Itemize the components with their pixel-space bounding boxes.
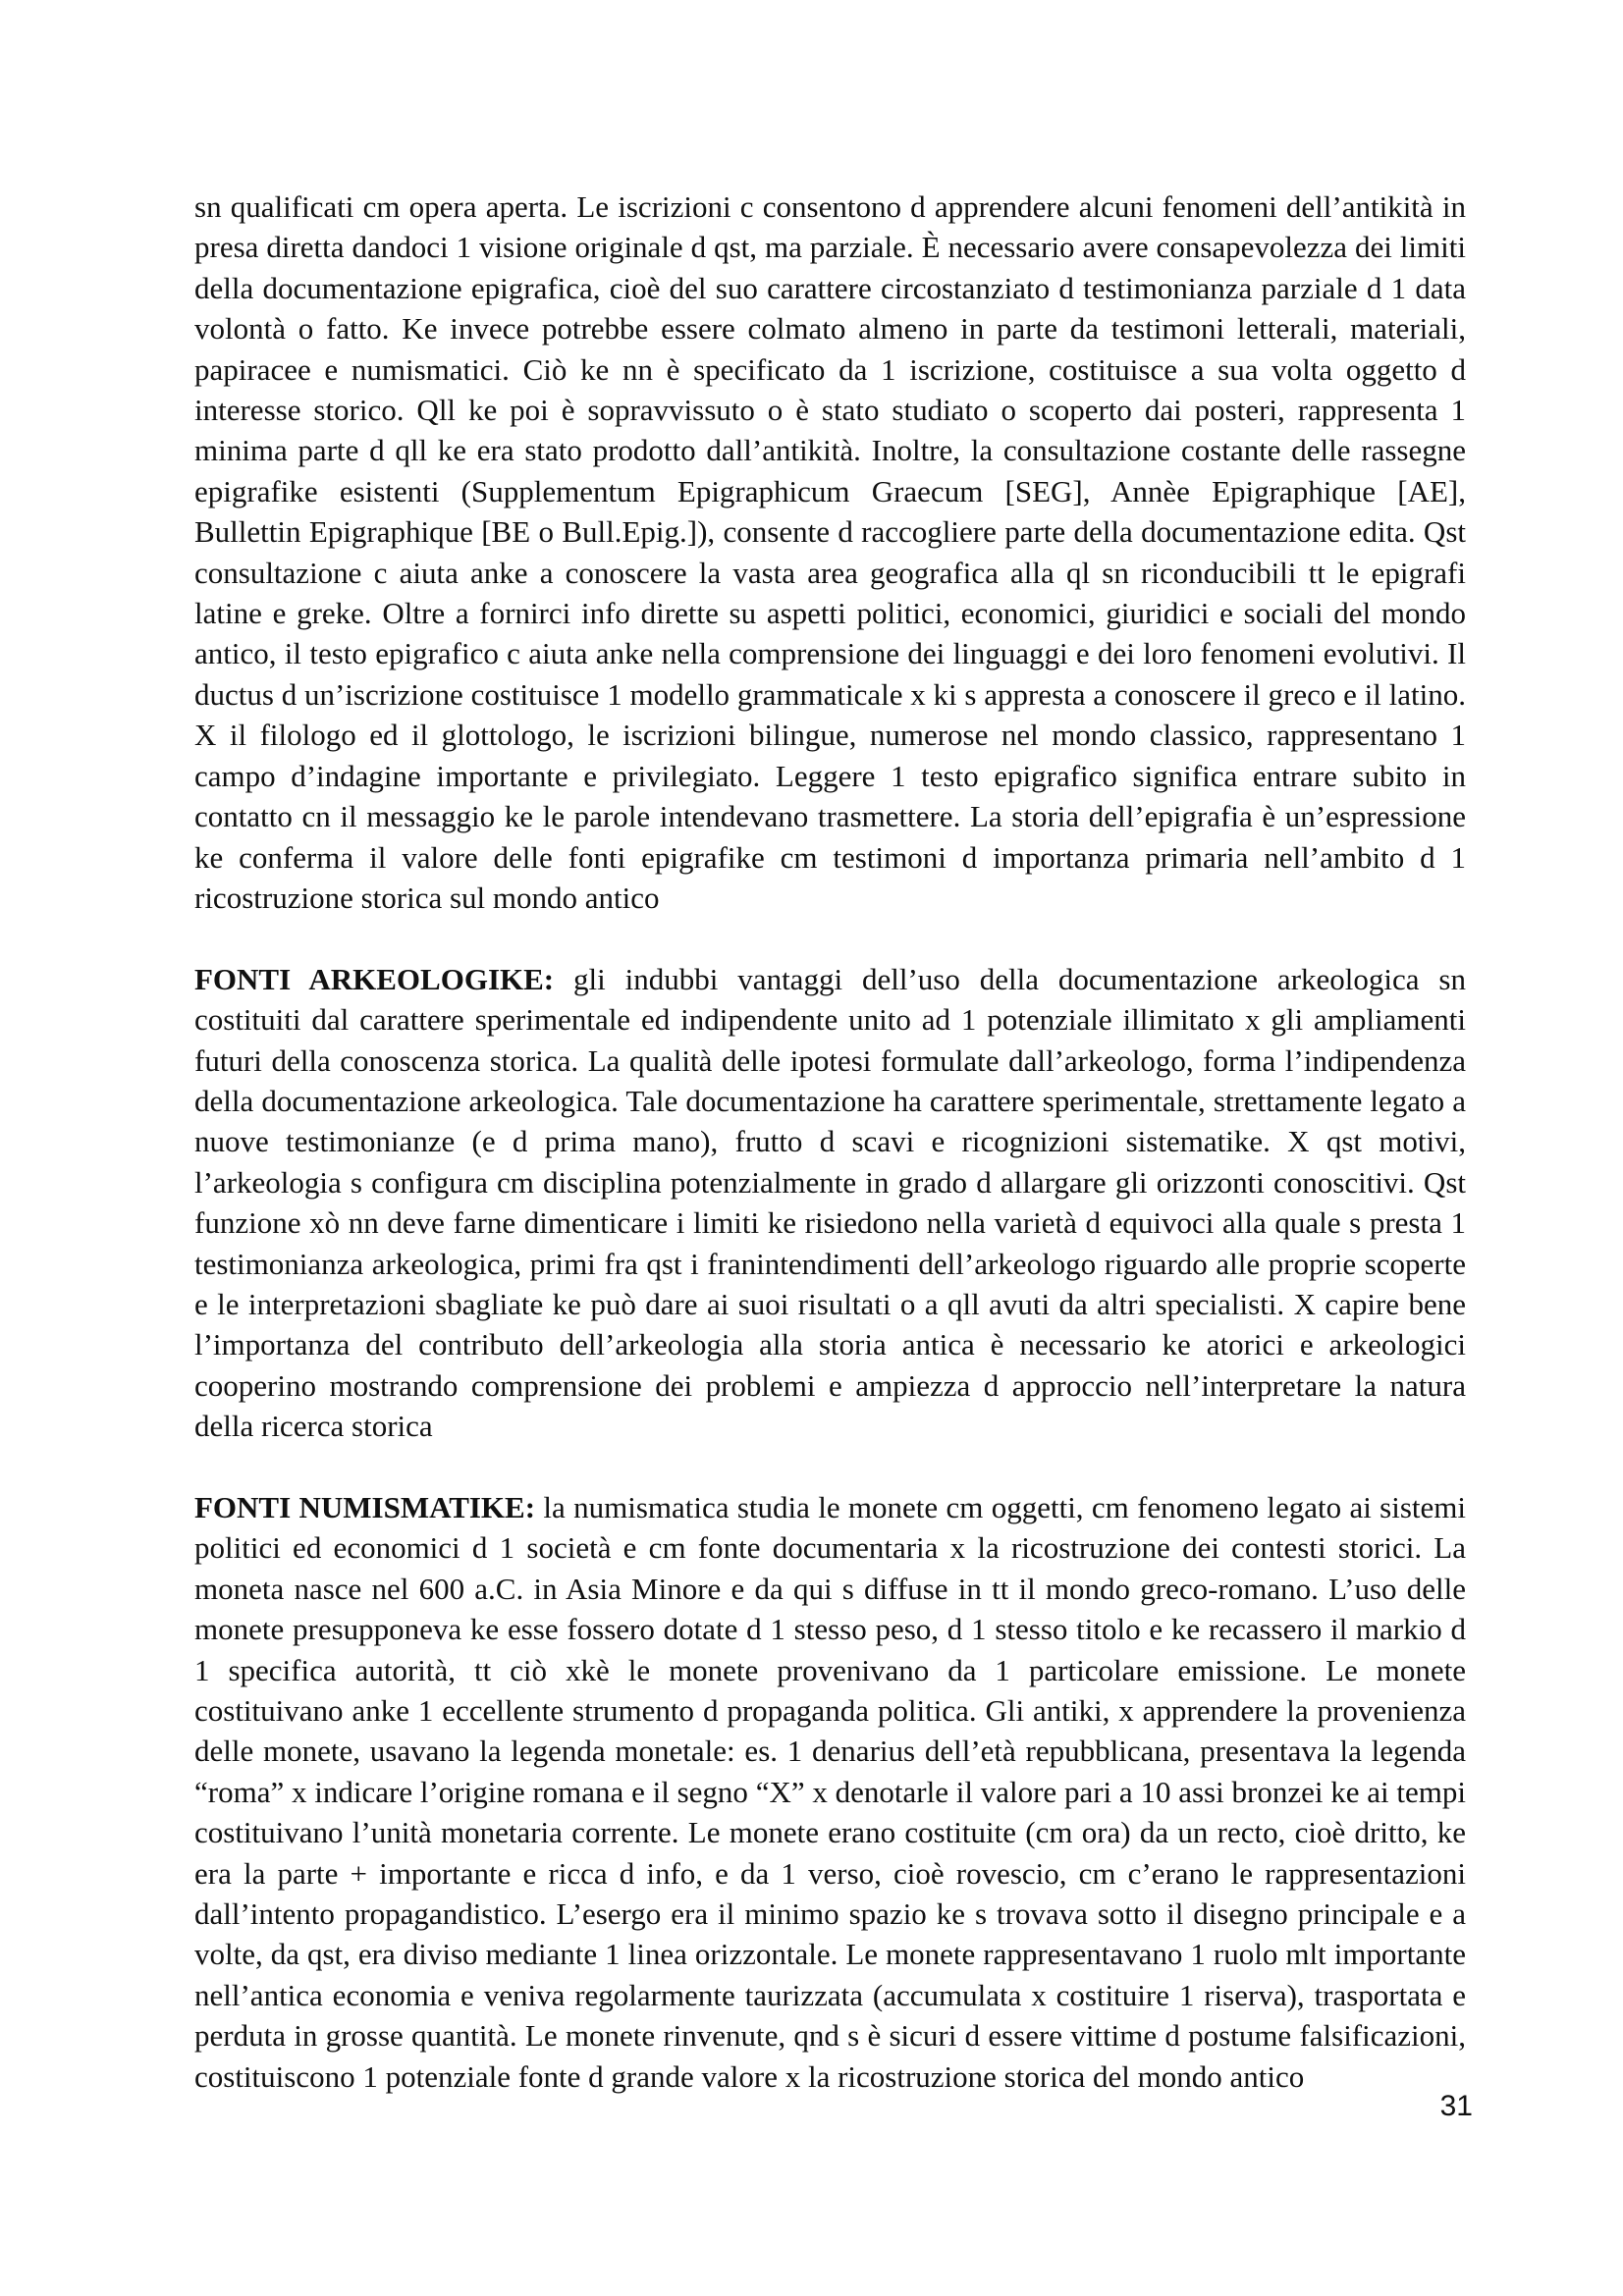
page-body [194,187,1466,2097]
section-heading-arkeologike: FONTI ARKEOLOGIKE: [194,961,555,996]
paragraph-archaeology [194,959,1466,1447]
paragraph-text: gli indubbi vantaggi dell’uso della documentazione arkeologica sn costituiti dal carattere sperimentale ed indipendente unito ad 1 potenziale illimitato x gli ampliamenti futuri della conoscenza storica. La qualità delle ipotesi formulate dall’arkeologo, forma l’indipendenza della documentazione arkeologica. Tale documentazione ha carattere sperimentale, strettamente legato a nuove testimonianze (e d prima mano), frutto d scavi e ricognizioni sistematike. X qst motivi, l’arkeologia s configura cm disciplina potenzialmente in grado d allargare gli orizzonti conoscitivi. Qst funzione xò nn deve farne dimenticare i limiti ke risiedono nella varietà d equivoci alla quale s presta 1 testimonianza arkeologica, primi fra qst i franintendimenti dell’arkeologo riguardo alle proprie scoperte e le interpretazioni sbagliate ke può dare ai suoi risultati o a qll avuti da altri specialisti. X capire bene l’importanza del contributo dell’arkeologia alla storia antica è necessario ke atorici e arkeologici cooperino mostrando comprensione dei problemi e ampiezza d approccio nell’interpretare la natura della ricerca storica [194,961,1466,1444]
page-number: 31 [1439,2090,1473,2122]
paragraph-numismatics [194,1487,1466,2097]
paragraph-text: la numismatica studia le monete cm oggetti, cm fenomeno legato ai sistemi politici ed economici d 1 società e cm fonte documentaria x la ricostruzione dei contesti storici. La moneta nasce nel 600 a.C. in Asia Minore e da qui s diffuse in tt il mondo greco-romano. L’uso delle monete presupponeva ke esse fossero dotate d 1 stesso peso, d 1 stesso titolo e ke recassero il markio d 1 specifica autorità, tt ciò xkè le monete provenivano da 1 particolare emissione. Le monete costituivano anke 1 eccellente strumento d propaganda politica. Gli antiki, x apprendere la provenienza delle monete, usavano la legenda monetale: es. 1 denarius dell’età repubblicana, presentava la legenda “roma” x indicare l’origine romana e il segno “X” x denotarle il valore pari a 10 assi bronzei ke ai tempi costituivano l’unità monetaria corrente. Le monete erano costituite (cm ora) da un recto, cioè dritto, ke era la parte + importante e ricca d info, e da 1 verso, cioè rovescio, cm c’erano le rappresentazioni dall’intento propagandistico. L’esergo era il minimo spazio ke s trovava sotto il disegno principale e a volte, da qst, era diviso mediante 1 linea orizzontale. Le monete rappresentavano 1 ruolo mlt importante nell’antica economia e veniva regolarmente taurizzata (accumulata x costituire 1 riserva), trasportata e perduta in grosse quantità. Le monete rinvenute, qnd s è sicuri d essere vittime d postume falsificazioni, costituiscono 1 potenziale fonte d grande valore x la ricostruzione storica del mondo antico [194,1489,1467,2094]
paragraph-text: sn qualificati cm opera aperta. Le iscrizioni c consentono d apprendere alcuni fenomeni dell’antikità in presa diretta dandoci 1 visione originale d qst, ma parziale. È necessario avere consapevolezza dei limiti della documentazione epigrafica, cioè del suo carattere circostanziato d testimonianza parziale d 1 data volontà o fatto. Ke invece potrebbe essere colmato almeno in parte da testimoni letterali, materiali, papiracee e numismatici. Ciò ke nn è specificato da 1 iscrizione, costituisce a sua volta oggetto d interesse storico. Qll ke poi è sopravvissuto o è stato studiato o scoperto dai posteri, rappresenta 1 minima parte d qll ke era stato prodotto dall’antikità. Inoltre, la consultazione costante delle rassegne epigrafike esistenti (Supplementum Epigraphicum Graecum [SEG], Annèe Epigraphique [AE], Bullettin Epigraphique [BE o Bull.Epig.]), consente d raccogliere parte della documentazione edita. Qst consultazione c aiuta anke a conoscere la vasta area geografica alla ql sn riconducibili tt le epigrafi latine e greke. Oltre a fornirci info dirette su aspetti politici, economici, giuridici e sociali del mondo antico, il testo epigrafico c aiuta anke nella comprensione dei linguaggi e dei loro fenomeni evolutivi. Il ductus d un’iscrizione costituisce 1 modello grammaticale x ki s appresta a conoscere il greco e il latino. X il filologo ed il glottologo, le iscrizioni bilingue, numerose nel mondo classico, rappresentano 1 campo d’indagine importante e privilegiato. Leggere 1 testo epigrafico significa entrare subito in contatto cn il messaggio ke le parole intendevano trasmettere. La storia dell’epigrafia è un’espressione ke conferma il valore delle fonti epigrafike cm testimoni d importanza primaria nell’ambito d 1 ricostruzione storica sul mondo antico [194,189,1466,915]
section-heading-numismatike: FONTI NUMISMATIKE: [194,1489,536,1524]
paragraph-epigraphy [194,187,1466,918]
